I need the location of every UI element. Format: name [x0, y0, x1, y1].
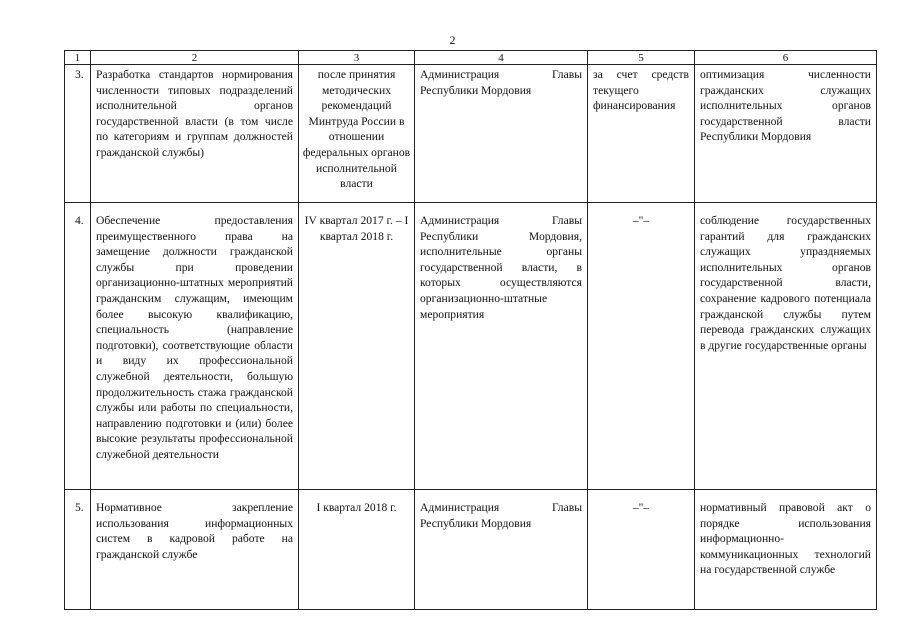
- funding-cell: за счет средств текущего финансирования: [588, 65, 695, 203]
- result-cell: нормативный правовой акт о порядке использования информационно- коммуникационных технологий на государственной службе: [695, 490, 877, 610]
- result-cell: соблюдение государственных гарантий для гражданских служащих упраздняемых исполнительных органов государственной власти, сохранение кадрового потенциала гражданской службы путем перевода гражданских служащих в другие государственные органы: [695, 203, 877, 490]
- table-row: [65, 203, 877, 490]
- page-number: 2: [449, 33, 456, 47]
- measure-cell: Обеспечение предоставления преимущественного права на замещение должности гражданской службы при проведении организационно-штатных мероприятий гражданским служащим, имеющим более высокую квалификацию, специальность (направление подготовки), соответствующие области и виду их профессиональной служебной деятельности, большую продолжительность стажа гражданской службы или работы по специальности, направлению подготовки и (или) более высокие результаты профессиональной служебной деятельности: [91, 203, 299, 490]
- term-cell: после принятия методических рекомендаций Минтруда России в отношении федеральных органов исполнительной власти: [299, 65, 415, 203]
- header-cell: 1: [65, 51, 91, 65]
- header-cell: 4: [415, 51, 588, 65]
- funding-cell: –"–: [588, 490, 695, 610]
- header-cell: 6: [695, 51, 877, 65]
- table-header-row: [65, 51, 877, 65]
- measure-cell: Нормативное закрепление использования информационных систем в кадровой работе на гражданской службе: [91, 490, 299, 610]
- table-row: [65, 65, 877, 203]
- header-cell: 5: [588, 51, 695, 65]
- term-cell: I квартал 2018 г.: [299, 490, 415, 610]
- result-cell: оптимизация численности гражданских служащих исполнительных органов государственной власти Республики Мордовия: [695, 65, 877, 203]
- row-number: 3.: [65, 65, 91, 203]
- funding-cell: –"–: [588, 203, 695, 490]
- executor-cell: Администрация Главы Республики Мордовия: [415, 490, 588, 610]
- row-number: 4.: [65, 203, 91, 490]
- header-cell: 2: [91, 51, 299, 65]
- measures-table: [64, 50, 877, 610]
- table-row: [65, 490, 877, 610]
- term-cell: IV квартал 2017 г. – I квартал 2018 г.: [299, 203, 415, 490]
- measure-cell: Разработка стандартов нормирования численности типовых подразделений исполнительной органов государственной власти (в том числе по категориям и группам должностей гражданской службы): [91, 65, 299, 203]
- executor-cell: Администрация Главы Республики Мордовия: [415, 65, 588, 203]
- header-cell: 3: [299, 51, 415, 65]
- row-number: 5.: [65, 490, 91, 610]
- executor-cell: Администрация Главы Республики Мордовия, исполнительные органы государственной власти, в которых осуществляются организационно-штатные мероприятия: [415, 203, 588, 490]
